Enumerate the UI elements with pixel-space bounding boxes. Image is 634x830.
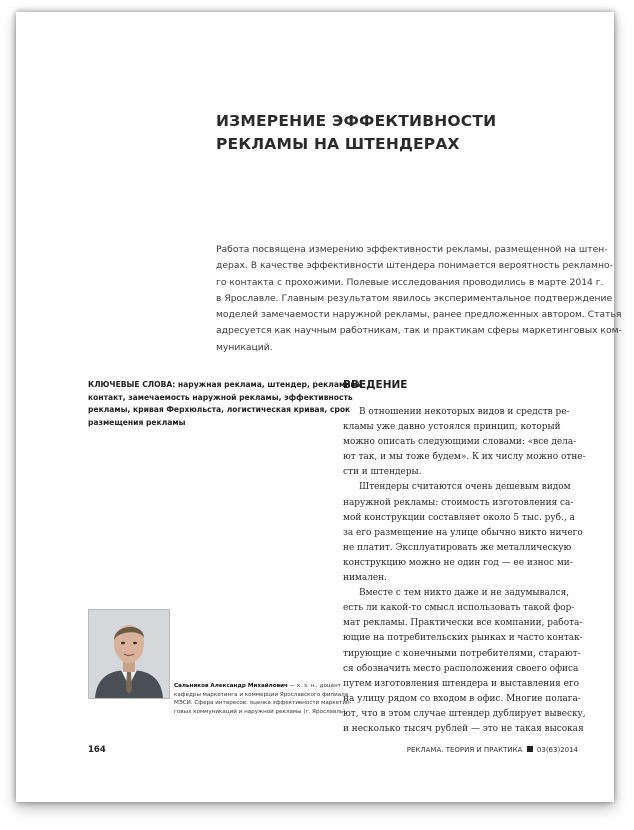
body-line: мат рекламы. Практически все компании, работа- [343,618,583,629]
body-line: ющие на потребительских рынках и часто контак- [343,633,583,644]
body-line: на улицу рядом со входом в офис. Многие полага- [343,693,581,704]
body-line: ют так, и мы тоже будем». К их числу можно отне- [343,452,586,463]
page-number: 164 [88,745,106,755]
square-separator-icon [527,746,533,752]
body-line: можно описать следующими словами: «все дела- [343,437,577,448]
author-line: говых коммуникаций и наружной рекламы (г. Ярославль) [174,708,346,715]
body-line: не платит. Эксплуатировать же металлическую [343,542,572,553]
body-line: кламы уже давно устоялся принцип, который [343,422,561,433]
abstract-line: муникаций. [216,341,273,353]
section-heading: ВВЕДЕНИЕ [343,379,408,391]
abstract-line: го контакта с прохожими. Полевые исследования проводились в марте 2014 г. [216,276,604,288]
body-line: наружной рекламы: стоимость изготовления са- [343,497,574,508]
body-line: конструкцию можно не один год — ее износ ми- [343,557,573,568]
title-line: РЕКЛАМЫ НА ШТЕНДЕРАХ [216,135,460,153]
keywords-line: рекламы, кривая Ферхюльста, логистическая кривая, срок [88,405,351,414]
journal-name: РЕКЛАМА. ТЕОРИЯ И ПРАКТИКА [406,746,523,754]
article-abstract [216,242,622,356]
abstract-line: в Ярославле. Главным результатом явилось экспериментальное подтверждение [216,292,613,304]
body-line: за его размещение на улице обычно никто ничего [343,527,583,538]
author-line: — к. э. н., доцент [287,683,342,689]
abstract-line: моделей замечаемости наружной рекламы, ранее предложенных автором. Статья [216,309,622,321]
journal-footer [407,746,578,754]
keywords-block [88,379,363,429]
article-body [343,405,601,737]
body-line: мой конструкции составляет около 5 тыс. руб., а [343,512,575,523]
author-photo [88,609,170,699]
author-line: МЭСИ. Сфера интересов: оценка эффективности маркетин- [174,700,352,707]
author-portrait-icon [89,610,169,698]
body-line: ся обозначить место расположения своего офиса [343,663,579,674]
title-line: ИЗМЕРЕНИЕ ЭФФЕКТИВНОСТИ [216,112,497,130]
body-line: тирующие с конечными потребителями, старают- [343,648,581,659]
body-line: нимален. [343,573,387,584]
author-name: Сальников Александр Михайлович [174,683,288,689]
journal-page [16,12,622,802]
body-line: В отношении некоторых видов и средств ре- [359,407,570,417]
body-line: сти и штендеры. [343,467,422,478]
keywords-line: КЛЮЧЕВЫЕ СЛОВА: наружная реклама, штендер, рекламный [88,380,363,389]
abstract-line: адресуется как научным работникам, так и практикам сферы маркетинговых ком- [216,325,622,337]
keywords-line: размещения рекламы [88,417,186,427]
body-line: ют, что в этом случае штендер дублирует вывеску, [343,708,586,719]
body-line: путем изготовления штендера и выставления его [343,678,580,689]
journal-issue: 03(63)2014 [536,746,578,754]
author-info [174,682,364,716]
body-line: есть ли какой-то смысл использовать такой фор- [343,603,575,614]
body-line: Вместе с тем никто даже и не задумывался, [359,588,570,599]
abstract-line: дерах. В качестве эффективности штендера понимается вероятность рекламно- [216,260,613,272]
body-line: и несколько тысяч рублей — это не такая высокая [343,723,584,734]
keywords-line: контакт, замечаемость наружной рекламы, эффективность [88,392,353,402]
body-line: Штендеры считаются очень дешевым видом [359,482,571,493]
article-title [216,110,576,156]
abstract-line: Работа посвящена измерению эффективности рекламы, размещенной на штен- [216,244,608,255]
author-line: кафедры маркетинга и коммерции Ярославского филиала [174,691,349,698]
